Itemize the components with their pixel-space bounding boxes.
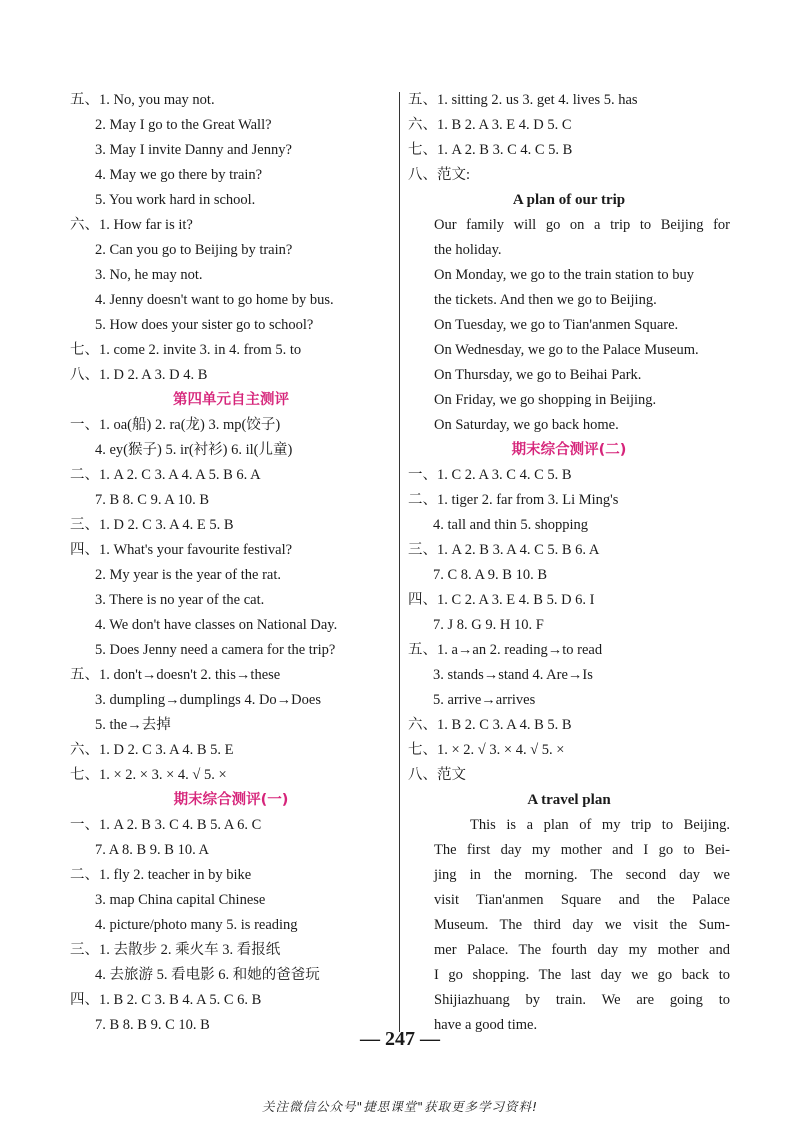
essay-title: A plan of our trip bbox=[512, 192, 626, 208]
answer-line: 7. B 8. B 9. C 10. B bbox=[95, 1017, 210, 1033]
answer-line: 七、1. × 2. × 3. × 4. √ 5. × bbox=[70, 767, 227, 783]
essay-line: Museum. The third day we visit the Sum- bbox=[434, 917, 730, 933]
answer-line: 3. May I invite Danny and Jenny? bbox=[95, 142, 292, 158]
answer-line: 二、1. A 2. C 3. A 4. A 5. B 6. A bbox=[70, 467, 261, 483]
answer-line: 4. May we go there by train? bbox=[95, 167, 263, 183]
answer-line: 七、1. A 2. B 3. C 4. C 5. B bbox=[408, 142, 573, 158]
answer-line: 四、1. C 2. A 3. E 4. B 5. D 6. I bbox=[408, 592, 595, 608]
answer-line: 4. 去旅游 5. 看电影 6. 和她的爸爸玩 bbox=[95, 967, 320, 983]
answer-line: 八、1. D 2. A 3. D 4. B bbox=[70, 367, 208, 383]
answer-line: 7. B 8. C 9. A 10. B bbox=[95, 492, 210, 508]
answer-line: 2. May I go to the Great Wall? bbox=[95, 117, 272, 133]
answer-line: 3. There is no year of the cat. bbox=[95, 592, 265, 608]
answer-line: 3. map China capital Chinese bbox=[95, 892, 266, 908]
answer-line: 二、1. tiger 2. far from 3. Li Ming's bbox=[408, 492, 619, 508]
answer-line: 4. Jenny doesn't want to go home by bus. bbox=[95, 292, 334, 308]
essay-title: A travel plan bbox=[527, 792, 611, 808]
answer-line: 7. C 8. A 9. B 10. B bbox=[433, 567, 548, 583]
answer-line: 六、1. D 2. C 3. A 4. B 5. E bbox=[70, 742, 234, 758]
answer-line: 五、1. sitting 2. us 3. get 4. lives 5. has bbox=[408, 92, 638, 108]
answer-line: 三、1. A 2. B 3. A 4. C 5. B 6. A bbox=[408, 542, 600, 558]
answer-line: 四、1. B 2. C 3. B 4. A 5. C 6. B bbox=[70, 992, 262, 1008]
essay-line: the tickets. And then we go to Beijing. bbox=[434, 292, 657, 308]
answer-line: 四、1. What's your favourite festival? bbox=[70, 542, 293, 558]
answer-line: 4. tall and thin 5. shopping bbox=[433, 517, 589, 533]
essay-line: Our family will go on a trip to Beijing for bbox=[434, 217, 730, 233]
answer-line: 八、范文 bbox=[408, 767, 466, 783]
essay-line: jing in the morning. The second day we bbox=[434, 867, 730, 883]
answer-line: 六、1. How far is it? bbox=[70, 217, 193, 233]
footer-note: 关注微信公众号"捷思课堂"获取更多学习资料! bbox=[261, 1099, 538, 1114]
answer-line: 一、1. A 2. B 3. C 4. B 5. A 6. C bbox=[70, 817, 262, 833]
essay-line: On Wednesday, we go to the Palace Museum. bbox=[434, 342, 699, 358]
page-number: — 247 — bbox=[360, 1028, 440, 1050]
essay-line: visit Tian'anmen Square and the Palace bbox=[434, 892, 730, 908]
answer-line: 2. My year is the year of the rat. bbox=[95, 567, 282, 583]
essay-line: The first day my mother and I go to Bei- bbox=[434, 842, 730, 858]
answer-line: 六、1. B 2. A 3. E 4. D 5. C bbox=[408, 117, 572, 133]
answer-line: 一、1. C 2. A 3. C 4. C 5. B bbox=[408, 467, 572, 483]
left-column bbox=[70, 88, 392, 1038]
answer-line: 五、1. a→an 2. reading→to read bbox=[408, 642, 603, 658]
essay-line: On Thursday, we go to Beihai Park. bbox=[434, 367, 642, 383]
essay-line: I go shopping. The last day we go back to bbox=[434, 967, 730, 983]
essay-line: On Saturday, we go back home. bbox=[434, 417, 619, 433]
section-heading: 期末综合测评(二) bbox=[511, 442, 627, 458]
answer-line: 八、范文: bbox=[408, 167, 471, 183]
essay-line: have a good time. bbox=[434, 1017, 538, 1033]
essay-line: On Monday, we go to the train station to buy bbox=[434, 267, 695, 283]
essay-line: On Friday, we go shopping in Beijing. bbox=[434, 392, 657, 408]
answer-line: 三、1. 去散步 2. 乘火车 3. 看报纸 bbox=[70, 942, 281, 958]
answer-line: 5. the→去掉 bbox=[95, 717, 171, 733]
answer-line: 7. A 8. B 9. B 10. A bbox=[95, 842, 210, 858]
answer-line: 3. dumpling→dumplings 4. Do→Does bbox=[95, 692, 321, 708]
essay-line: the holiday. bbox=[434, 242, 502, 258]
answer-line: 5. How does your sister go to school? bbox=[95, 317, 314, 333]
answer-line: 六、1. B 2. C 3. A 4. B 5. B bbox=[408, 717, 572, 733]
answer-line: 三、1. D 2. C 3. A 4. E 5. B bbox=[70, 517, 234, 533]
answer-line: 二、1. fly 2. teacher in by bike bbox=[70, 867, 252, 883]
answer-line: 一、1. oa(船) 2. ra(龙) 3. mp(饺子) bbox=[70, 417, 281, 433]
section-heading: 期末综合测评(一) bbox=[173, 792, 289, 808]
answer-line: 五、1. don't→doesn't 2. this→these bbox=[70, 667, 281, 683]
column-divider bbox=[399, 92, 400, 1032]
section-heading: 第四单元自主测评 bbox=[173, 392, 289, 408]
answer-line: 七、1. × 2. √ 3. × 4. √ 5. × bbox=[408, 742, 565, 758]
essay-line: mer Palace. The fourth day my mother and bbox=[434, 942, 730, 958]
answer-line: 2. Can you go to Beijing by train? bbox=[95, 242, 293, 258]
answer-line: 5. Does Jenny need a camera for the trip? bbox=[95, 642, 336, 658]
essay-line: This is a plan of my trip to Beijing. bbox=[470, 817, 730, 833]
answer-line: 7. J 8. G 9. H 10. F bbox=[433, 617, 544, 633]
answer-line: 5. arrive→arrives bbox=[433, 692, 536, 708]
answer-line: 4. We don't have classes on National Day. bbox=[95, 617, 338, 633]
answer-line: 七、1. come 2. invite 3. in 4. from 5. to bbox=[70, 342, 302, 358]
essay-line: On Tuesday, we go to Tian'anmen Square. bbox=[434, 317, 679, 333]
answer-line: 5. You work hard in school. bbox=[95, 192, 256, 208]
answer-line: 3. No, he may not. bbox=[95, 267, 203, 283]
answer-line: 3. stands→stand 4. Are→Is bbox=[433, 667, 593, 683]
essay-line: Shijiazhuang by train. We are going to bbox=[434, 992, 730, 1008]
right-column bbox=[408, 88, 730, 1038]
answer-line: 4. picture/photo many 5. is reading bbox=[95, 917, 298, 933]
answer-line: 4. ey(猴子) 5. ir(衬衫) 6. il(儿童) bbox=[95, 442, 293, 458]
answer-line: 五、1. No, you may not. bbox=[70, 92, 215, 108]
